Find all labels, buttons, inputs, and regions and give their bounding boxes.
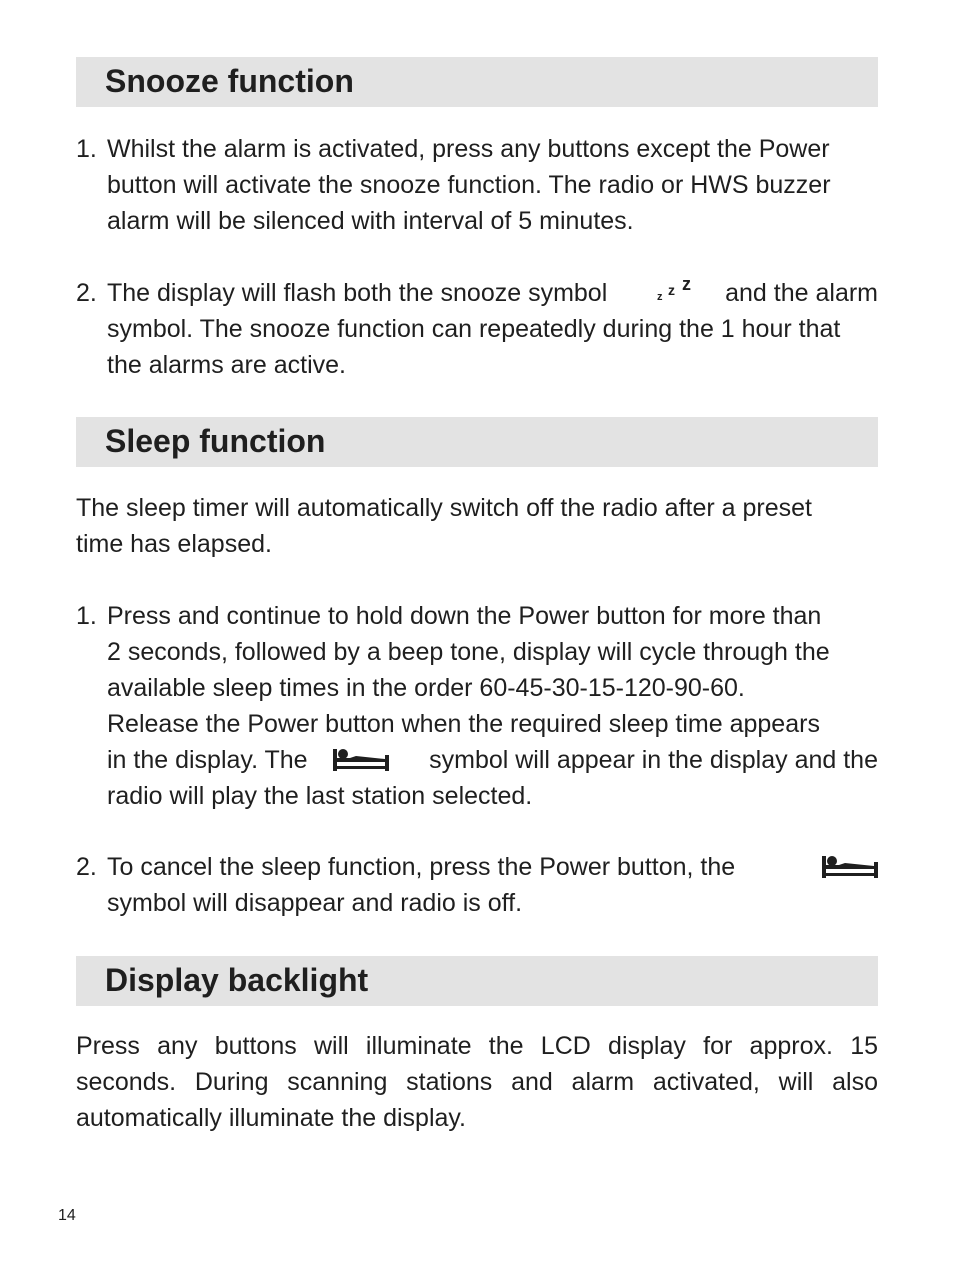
text-line: and the alarm (725, 279, 878, 307)
paragraph (76, 1028, 878, 1136)
section-header-backlight (76, 956, 878, 1006)
text-line: 2 seconds, followed by a beep tone, display will cycle through the (107, 638, 830, 666)
text-line: Press any buttons will illuminate the LCD display for approx. 15 (76, 1032, 878, 1060)
text-line: symbol. The snooze function can repeatedly during the 1 hour that (107, 315, 841, 343)
svg-text:z: z (657, 291, 663, 303)
text-line: To cancel the sleep function, press the Power button, the (107, 853, 736, 881)
item-number: 1. (76, 602, 97, 630)
item-number: 2. (76, 279, 97, 307)
snooze-zzz-icon (655, 275, 699, 315)
svg-text:z: z (668, 282, 675, 298)
text-line: The display will flash both the snooze symbol (107, 279, 608, 307)
section-header-snooze (76, 57, 878, 107)
text-line: in the display. The (107, 746, 308, 774)
item-number: 2. (76, 853, 97, 881)
text-line: Press and continue to hold down the Power button for more than (107, 602, 822, 630)
text-line: radio will play the last station selected. (107, 782, 533, 810)
text-line: alarm will be silenced with interval of 5 minutes. (107, 207, 634, 235)
section-title: Sleep function (105, 423, 326, 459)
text-line: available sleep times in the order 60-45-30-15-120-90-60. (107, 674, 745, 702)
text-line: the alarms are active. (107, 351, 346, 379)
sleep-bed-icon (332, 747, 390, 783)
paragraph (76, 490, 878, 562)
text-line: seconds. During scanning stations and alarm activated, will also (76, 1068, 878, 1096)
text-line: symbol will appear in the display and the (429, 746, 878, 774)
text-line: automatically illuminate the display. (76, 1104, 467, 1132)
text-line: time has elapsed. (76, 530, 272, 558)
page-number: 14 (58, 1207, 76, 1224)
section-title: Display backlight (105, 962, 369, 998)
text-line: Release the Power button when the required sleep time appears (107, 710, 820, 738)
text-line: button will activate the snooze function. The radio or HWS buzzer (107, 171, 831, 199)
text-line: The sleep timer will automatically switch off the radio after a preset (76, 494, 812, 522)
section-header-sleep (76, 417, 878, 467)
svg-text:z: z (682, 275, 691, 294)
text-line: symbol will disappear and radio is off. (107, 889, 523, 917)
section-title: Snooze function (105, 63, 354, 99)
item-number: 1. (76, 135, 97, 163)
sleep-bed-icon (821, 854, 879, 890)
text-line: Whilst the alarm is activated, press any buttons except the Power (107, 135, 830, 163)
